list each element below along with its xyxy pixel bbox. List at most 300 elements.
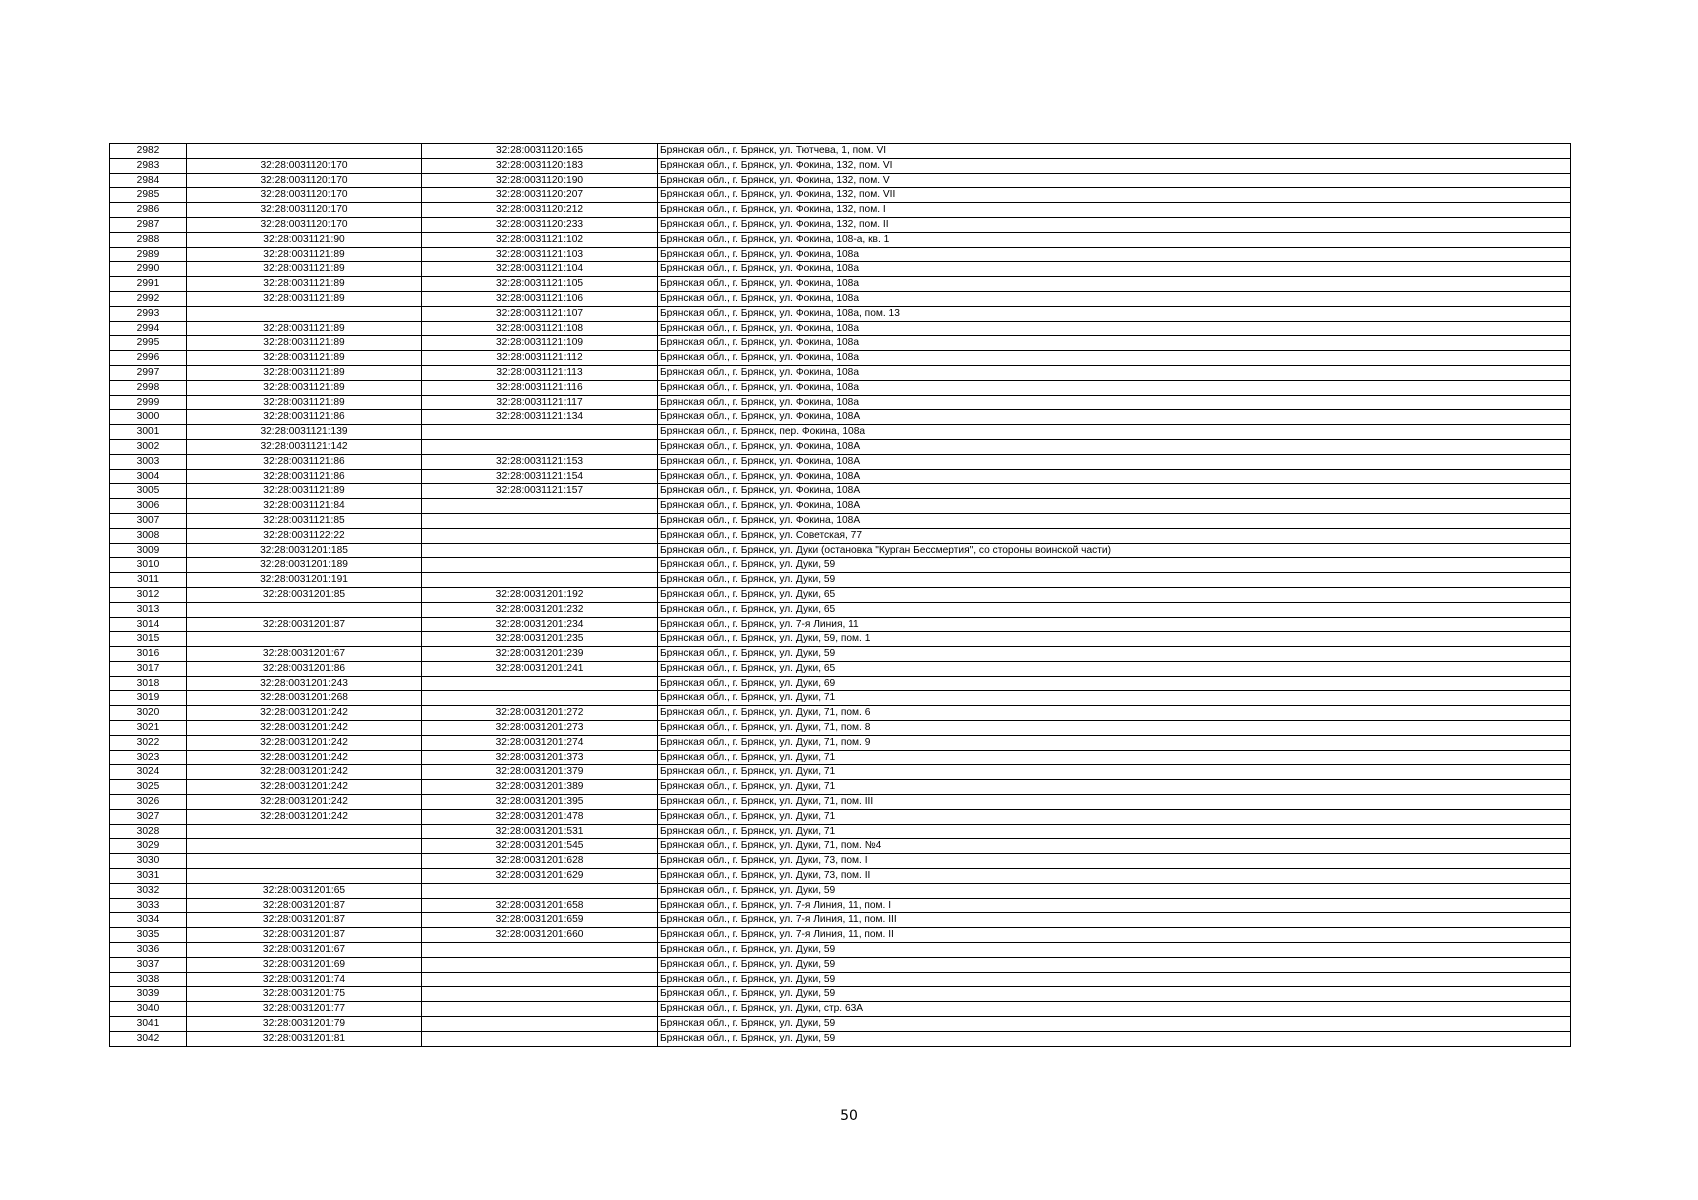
address-cell: Брянская обл., г. Брянск, ул. Фокина, 108а <box>658 321 1571 336</box>
cadastral-number-cell: 32:28:0031201:235 <box>422 632 658 647</box>
row-number-cell: 3037 <box>110 957 187 972</box>
cadastral-number-cell <box>422 528 658 543</box>
parent-cadastral-number-cell: 32:28:0031121:89 <box>187 365 422 380</box>
parent-cadastral-number-cell <box>187 602 422 617</box>
address-cell: Брянская обл., г. Брянск, ул. Фокина, 108а <box>658 395 1571 410</box>
table-row <box>110 587 1571 602</box>
cadastral-number-cell: 32:28:0031121:134 <box>422 410 658 425</box>
cadastral-number-cell <box>422 883 658 898</box>
cadastral-number-cell: 32:28:0031121:109 <box>422 336 658 351</box>
address-cell: Брянская обл., г. Брянск, ул. Дуки, 71 <box>658 750 1571 765</box>
cadastral-number-cell: 32:28:0031120:212 <box>422 203 658 218</box>
address-cell: Брянская обл., г. Брянск, ул. Дуки, 65 <box>658 587 1571 602</box>
parent-cadastral-number-cell: 32:28:0031201:86 <box>187 661 422 676</box>
row-number-cell: 2991 <box>110 277 187 292</box>
cadastral-number-cell: 32:28:0031121:154 <box>422 469 658 484</box>
address-cell: Брянская обл., г. Брянск, ул. Фокина, 108А <box>658 439 1571 454</box>
cadastral-number-cell: 32:28:0031201:658 <box>422 898 658 913</box>
address-cell: Брянская обл., г. Брянск, ул. Тютчева, 1, пом. VI <box>658 144 1571 159</box>
parent-cadastral-number-cell: 32:28:0031121:85 <box>187 513 422 528</box>
cadastral-number-cell <box>422 513 658 528</box>
table-row <box>110 203 1571 218</box>
table-row <box>110 247 1571 262</box>
row-number-cell: 2990 <box>110 262 187 277</box>
row-number-cell: 3001 <box>110 425 187 440</box>
address-cell: Брянская обл., г. Брянск, ул. Дуки, стр. 63А <box>658 1002 1571 1017</box>
cadastral-number-cell <box>422 499 658 514</box>
parent-cadastral-number-cell: 32:28:0031201:65 <box>187 883 422 898</box>
row-number-cell: 3013 <box>110 602 187 617</box>
address-cell: Брянская обл., г. Брянск, ул. Дуки, 71 <box>658 824 1571 839</box>
row-number-cell: 3019 <box>110 691 187 706</box>
cadastral-number-cell: 32:28:0031201:478 <box>422 809 658 824</box>
row-number-cell: 2993 <box>110 306 187 321</box>
table-row <box>110 380 1571 395</box>
address-cell: Брянская обл., г. Брянск, ул. Дуки, 59 <box>658 972 1571 987</box>
cadastral-number-cell: 32:28:0031121:117 <box>422 395 658 410</box>
table-row <box>110 188 1571 203</box>
address-cell: Брянская обл., г. Брянск, ул. Дуки, 71, пом. III <box>658 795 1571 810</box>
row-number-cell: 2982 <box>110 144 187 159</box>
table-row <box>110 1017 1571 1032</box>
cadastral-number-cell: 32:28:0031121:107 <box>422 306 658 321</box>
address-cell: Брянская обл., г. Брянск, ул. Дуки, 71 <box>658 809 1571 824</box>
row-number-cell: 3005 <box>110 484 187 499</box>
address-cell: Брянская обл., г. Брянск, ул. Дуки, 59 <box>658 558 1571 573</box>
row-number-cell: 3029 <box>110 839 187 854</box>
address-cell: Брянская обл., г. Брянск, ул. Фокина, 132, пом. I <box>658 203 1571 218</box>
parent-cadastral-number-cell: 32:28:0031201:243 <box>187 676 422 691</box>
parent-cadastral-number-cell: 32:28:0031121:89 <box>187 380 422 395</box>
parent-cadastral-number-cell: 32:28:0031201:185 <box>187 543 422 558</box>
address-cell: Брянская обл., г. Брянск, ул. Дуки, 71, пом. 9 <box>658 735 1571 750</box>
row-number-cell: 3008 <box>110 528 187 543</box>
table-row <box>110 750 1571 765</box>
table-row <box>110 365 1571 380</box>
cadastral-number-cell <box>422 558 658 573</box>
address-cell: Брянская обл., г. Брянск, ул. Дуки, 59 <box>658 883 1571 898</box>
table-row <box>110 854 1571 869</box>
cadastral-number-cell: 32:28:0031120:183 <box>422 158 658 173</box>
table-row <box>110 928 1571 943</box>
cadastral-number-cell: 32:28:0031201:272 <box>422 706 658 721</box>
row-number-cell: 3020 <box>110 706 187 721</box>
parent-cadastral-number-cell: 32:28:0031121:89 <box>187 321 422 336</box>
address-cell: Брянская обл., г. Брянск, ул. Фокина, 108А <box>658 484 1571 499</box>
table-row <box>110 351 1571 366</box>
address-cell: Брянская обл., г. Брянск, ул. Дуки, 59 <box>658 573 1571 588</box>
row-number-cell: 3004 <box>110 469 187 484</box>
cadastral-number-cell: 32:28:0031121:102 <box>422 232 658 247</box>
row-number-cell: 3018 <box>110 676 187 691</box>
parent-cadastral-number-cell: 32:28:0031201:79 <box>187 1017 422 1032</box>
parent-cadastral-number-cell: 32:28:0031201:242 <box>187 795 422 810</box>
address-cell: Брянская обл., г. Брянск, ул. Дуки, 69 <box>658 676 1571 691</box>
cadastral-number-cell: 32:28:0031201:659 <box>422 913 658 928</box>
address-cell: Брянская обл., г. Брянск, ул. Фокина, 108А <box>658 499 1571 514</box>
table-row <box>110 706 1571 721</box>
row-number-cell: 2997 <box>110 365 187 380</box>
parent-cadastral-number-cell: 32:28:0031201:77 <box>187 1002 422 1017</box>
parent-cadastral-number-cell: 32:28:0031201:74 <box>187 972 422 987</box>
table-row <box>110 395 1571 410</box>
row-number-cell: 3040 <box>110 1002 187 1017</box>
cadastral-number-cell: 32:28:0031120:190 <box>422 173 658 188</box>
row-number-cell: 3042 <box>110 1031 187 1046</box>
address-cell: Брянская обл., г. Брянск, ул. Фокина, 108а <box>658 262 1571 277</box>
parent-cadastral-number-cell: 32:28:0031201:242 <box>187 765 422 780</box>
cadastral-number-cell: 32:28:0031201:373 <box>422 750 658 765</box>
address-cell: Брянская обл., г. Брянск, ул. Фокина, 108а <box>658 277 1571 292</box>
cadastral-number-cell: 32:28:0031121:113 <box>422 365 658 380</box>
parent-cadastral-number-cell <box>187 839 422 854</box>
cadastral-number-cell: 32:28:0031121:116 <box>422 380 658 395</box>
parent-cadastral-number-cell: 32:28:0031120:170 <box>187 217 422 232</box>
parent-cadastral-number-cell: 32:28:0031201:85 <box>187 587 422 602</box>
address-cell: Брянская обл., г. Брянск, ул. Дуки, 71 <box>658 691 1571 706</box>
row-number-cell: 2992 <box>110 291 187 306</box>
parent-cadastral-number-cell: 32:28:0031121:89 <box>187 291 422 306</box>
page-number: 50 <box>840 1108 858 1124</box>
address-cell: Брянская обл., г. Брянск, ул. Фокина, 108А <box>658 410 1571 425</box>
table-row <box>110 913 1571 928</box>
row-number-cell: 3031 <box>110 869 187 884</box>
parent-cadastral-number-cell: 32:28:0031121:142 <box>187 439 422 454</box>
parent-cadastral-number-cell <box>187 306 422 321</box>
address-cell: Брянская обл., г. Брянск, ул. Фокина, 108а <box>658 291 1571 306</box>
row-number-cell: 3000 <box>110 410 187 425</box>
parent-cadastral-number-cell: 32:28:0031201:242 <box>187 780 422 795</box>
row-number-cell: 2999 <box>110 395 187 410</box>
address-cell: Брянская обл., г. Брянск, ул. 7-я Линия, 11, пом. II <box>658 928 1571 943</box>
row-number-cell: 2998 <box>110 380 187 395</box>
cadastral-number-cell: 32:28:0031201:234 <box>422 617 658 632</box>
parent-cadastral-number-cell: 32:28:0031120:170 <box>187 188 422 203</box>
row-number-cell: 3027 <box>110 809 187 824</box>
table-row <box>110 661 1571 676</box>
cadastral-number-cell: 32:28:0031120:233 <box>422 217 658 232</box>
parent-cadastral-number-cell <box>187 632 422 647</box>
cadastral-number-cell <box>422 543 658 558</box>
cadastral-number-cell <box>422 691 658 706</box>
table-row <box>110 454 1571 469</box>
address-cell: Брянская обл., г. Брянск, ул. Фокина, 108а, пом. 13 <box>658 306 1571 321</box>
table-row <box>110 676 1571 691</box>
table-row <box>110 721 1571 736</box>
address-cell: Брянская обл., г. Брянск, ул. 7-я Линия, 11, пом. I <box>658 898 1571 913</box>
address-cell: Брянская обл., г. Брянск, ул. Дуки, 59 <box>658 987 1571 1002</box>
address-cell: Брянская обл., г. Брянск, ул. Фокина, 108а <box>658 336 1571 351</box>
table-row <box>110 262 1571 277</box>
address-cell: Брянская обл., г. Брянск, ул. Советская, 77 <box>658 528 1571 543</box>
cadastral-number-cell: 32:28:0031121:153 <box>422 454 658 469</box>
cadastral-number-cell <box>422 573 658 588</box>
cadastral-number-cell: 32:28:0031121:103 <box>422 247 658 262</box>
row-number-cell: 3022 <box>110 735 187 750</box>
row-number-cell: 3038 <box>110 972 187 987</box>
row-number-cell: 3003 <box>110 454 187 469</box>
parent-cadastral-number-cell: 32:28:0031201:242 <box>187 721 422 736</box>
cadastral-number-cell: 32:28:0031201:379 <box>422 765 658 780</box>
parent-cadastral-number-cell: 32:28:0031201:242 <box>187 809 422 824</box>
cadastral-number-cell: 32:28:0031120:165 <box>422 144 658 159</box>
row-number-cell: 3002 <box>110 439 187 454</box>
parent-cadastral-number-cell: 32:28:0031121:89 <box>187 247 422 262</box>
address-cell: Брянская обл., г. Брянск, ул. Дуки, 71, пом. №4 <box>658 839 1571 854</box>
address-cell: Брянская обл., г. Брянск, ул. Дуки, 65 <box>658 602 1571 617</box>
cadastral-number-cell: 32:28:0031201:629 <box>422 869 658 884</box>
address-cell: Брянская обл., г. Брянск, ул. Фокина, 132, пом. VI <box>658 158 1571 173</box>
row-number-cell: 3016 <box>110 647 187 662</box>
row-number-cell: 3023 <box>110 750 187 765</box>
parent-cadastral-number-cell <box>187 824 422 839</box>
table-row <box>110 795 1571 810</box>
row-number-cell: 3012 <box>110 587 187 602</box>
row-number-cell: 3007 <box>110 513 187 528</box>
row-number-cell: 2989 <box>110 247 187 262</box>
parent-cadastral-number-cell: 32:28:0031121:90 <box>187 232 422 247</box>
table-row <box>110 543 1571 558</box>
parent-cadastral-number-cell: 32:28:0031201:189 <box>187 558 422 573</box>
address-cell: Брянская обл., г. Брянск, ул. Дуки, 59 <box>658 647 1571 662</box>
parent-cadastral-number-cell: 32:28:0031121:89 <box>187 351 422 366</box>
parent-cadastral-number-cell: 32:28:0031201:81 <box>187 1031 422 1046</box>
row-number-cell: 3015 <box>110 632 187 647</box>
table-row <box>110 780 1571 795</box>
address-cell: Брянская обл., г. Брянск, ул. 7-я Линия, 11 <box>658 617 1571 632</box>
address-cell: Брянская обл., г. Брянск, ул. Фокина, 108А <box>658 454 1571 469</box>
row-number-cell: 3025 <box>110 780 187 795</box>
row-number-cell: 3011 <box>110 573 187 588</box>
parent-cadastral-number-cell: 32:28:0031121:139 <box>187 425 422 440</box>
parent-cadastral-number-cell: 32:28:0031201:87 <box>187 913 422 928</box>
table-row <box>110 410 1571 425</box>
address-cell: Брянская обл., г. Брянск, ул. Дуки, 59 <box>658 1017 1571 1032</box>
cadastral-number-cell: 32:28:0031121:157 <box>422 484 658 499</box>
cadastral-number-cell <box>422 439 658 454</box>
cadastral-number-cell: 32:28:0031201:545 <box>422 839 658 854</box>
address-cell: Брянская обл., г. Брянск, ул. Дуки, 65 <box>658 661 1571 676</box>
parent-cadastral-number-cell: 32:28:0031201:69 <box>187 957 422 972</box>
address-cell: Брянская обл., г. Брянск, ул. Дуки, 59 <box>658 943 1571 958</box>
address-cell: Брянская обл., г. Брянск, ул. Дуки, 59 <box>658 957 1571 972</box>
cadastral-number-cell: 32:28:0031121:112 <box>422 351 658 366</box>
table-row <box>110 321 1571 336</box>
row-number-cell: 3039 <box>110 987 187 1002</box>
parent-cadastral-number-cell: 32:28:0031120:170 <box>187 173 422 188</box>
address-cell: Брянская обл., г. Брянск, ул. Фокина, 108а <box>658 351 1571 366</box>
table-row <box>110 1002 1571 1017</box>
address-cell: Брянская обл., г. Брянск, ул. Фокина, 108-а, кв. 1 <box>658 232 1571 247</box>
cadastral-number-cell <box>422 943 658 958</box>
table-row <box>110 306 1571 321</box>
row-number-cell: 2986 <box>110 203 187 218</box>
cadastral-number-cell: 32:28:0031121:104 <box>422 262 658 277</box>
address-cell: Брянская обл., г. Брянск, ул. Фокина, 108А <box>658 513 1571 528</box>
row-number-cell: 2983 <box>110 158 187 173</box>
row-number-cell: 3017 <box>110 661 187 676</box>
row-number-cell: 3028 <box>110 824 187 839</box>
cadastral-number-cell <box>422 1031 658 1046</box>
table-row <box>110 439 1571 454</box>
table-row <box>110 943 1571 958</box>
parent-cadastral-number-cell: 32:28:0031121:89 <box>187 262 422 277</box>
cadastral-number-cell: 32:28:0031201:660 <box>422 928 658 943</box>
cadastral-number-cell <box>422 987 658 1002</box>
parent-cadastral-number-cell <box>187 869 422 884</box>
row-number-cell: 2985 <box>110 188 187 203</box>
parent-cadastral-number-cell: 32:28:0031201:87 <box>187 928 422 943</box>
table-row <box>110 528 1571 543</box>
parent-cadastral-number-cell: 32:28:0031201:191 <box>187 573 422 588</box>
parent-cadastral-number-cell: 32:28:0031121:84 <box>187 499 422 514</box>
table-row <box>110 484 1571 499</box>
address-cell: Брянская обл., г. Брянск, ул. Дуки, 73, пом. II <box>658 869 1571 884</box>
cadastral-number-cell: 32:28:0031201:192 <box>422 587 658 602</box>
parent-cadastral-number-cell: 32:28:0031201:242 <box>187 750 422 765</box>
address-cell: Брянская обл., г. Брянск, ул. 7-я Линия, 11, пом. III <box>658 913 1571 928</box>
row-number-cell: 3041 <box>110 1017 187 1032</box>
cadastral-number-cell: 32:28:0031201:628 <box>422 854 658 869</box>
cadastral-number-cell: 32:28:0031201:395 <box>422 795 658 810</box>
row-number-cell: 2996 <box>110 351 187 366</box>
cadastral-number-cell: 32:28:0031201:239 <box>422 647 658 662</box>
parent-cadastral-number-cell: 32:28:0031201:67 <box>187 647 422 662</box>
address-cell: Брянская обл., г. Брянск, ул. Дуки, 71 <box>658 780 1571 795</box>
table-row <box>110 617 1571 632</box>
table-row <box>110 839 1571 854</box>
table-row <box>110 898 1571 913</box>
address-cell: Брянская обл., г. Брянск, ул. Дуки, 59 <box>658 1031 1571 1046</box>
parent-cadastral-number-cell: 32:28:0031121:86 <box>187 410 422 425</box>
row-number-cell: 3033 <box>110 898 187 913</box>
row-number-cell: 3010 <box>110 558 187 573</box>
table-row <box>110 691 1571 706</box>
cadastral-number-cell: 32:28:0031201:273 <box>422 721 658 736</box>
table-row <box>110 425 1571 440</box>
table-row <box>110 232 1571 247</box>
row-number-cell: 2987 <box>110 217 187 232</box>
cadastral-number-cell <box>422 676 658 691</box>
table-row <box>110 277 1571 292</box>
table-row <box>110 883 1571 898</box>
table-row <box>110 987 1571 1002</box>
table-row <box>110 469 1571 484</box>
table-row <box>110 647 1571 662</box>
parent-cadastral-number-cell: 32:28:0031201:268 <box>187 691 422 706</box>
table-row <box>110 158 1571 173</box>
parent-cadastral-number-cell: 32:28:0031120:170 <box>187 158 422 173</box>
address-cell: Брянская обл., г. Брянск, пер. Фокина, 108а <box>658 425 1571 440</box>
row-number-cell: 3026 <box>110 795 187 810</box>
table-row <box>110 869 1571 884</box>
address-cell: Брянская обл., г. Брянск, ул. Фокина, 108а <box>658 365 1571 380</box>
table-row <box>110 602 1571 617</box>
row-number-cell: 3014 <box>110 617 187 632</box>
parent-cadastral-number-cell: 32:28:0031121:89 <box>187 484 422 499</box>
table-row <box>110 765 1571 780</box>
table-row <box>110 632 1571 647</box>
parent-cadastral-number-cell: 32:28:0031201:87 <box>187 898 422 913</box>
cadastral-number-cell: 32:28:0031201:389 <box>422 780 658 795</box>
parent-cadastral-number-cell <box>187 854 422 869</box>
cadastral-number-cell: 32:28:0031201:274 <box>422 735 658 750</box>
parent-cadastral-number-cell: 32:28:0031121:86 <box>187 454 422 469</box>
row-number-cell: 3035 <box>110 928 187 943</box>
cadastral-number-cell <box>422 957 658 972</box>
parent-cadastral-number-cell: 32:28:0031201:67 <box>187 943 422 958</box>
table-row <box>110 499 1571 514</box>
parent-cadastral-number-cell <box>187 144 422 159</box>
table-row <box>110 144 1571 159</box>
table-row <box>110 1031 1571 1046</box>
row-number-cell: 3032 <box>110 883 187 898</box>
row-number-cell: 3024 <box>110 765 187 780</box>
row-number-cell: 2988 <box>110 232 187 247</box>
parent-cadastral-number-cell: 32:28:0031120:170 <box>187 203 422 218</box>
address-cell: Брянская обл., г. Брянск, ул. Фокина, 108а <box>658 380 1571 395</box>
parent-cadastral-number-cell: 32:28:0031122:22 <box>187 528 422 543</box>
parent-cadastral-number-cell: 32:28:0031201:242 <box>187 735 422 750</box>
row-number-cell: 3021 <box>110 721 187 736</box>
cadastral-number-cell: 32:28:0031201:232 <box>422 602 658 617</box>
parent-cadastral-number-cell: 32:28:0031121:89 <box>187 395 422 410</box>
row-number-cell: 3006 <box>110 499 187 514</box>
address-cell: Брянская обл., г. Брянск, ул. Дуки, 73, пом. I <box>658 854 1571 869</box>
address-cell: Брянская обл., г. Брянск, ул. Фокина, 132, пом. II <box>658 217 1571 232</box>
address-cell: Брянская обл., г. Брянск, ул. Фокина, 132, пом. VII <box>658 188 1571 203</box>
cadastral-number-cell <box>422 425 658 440</box>
address-cell: Брянская обл., г. Брянск, ул. Дуки, 59, пом. 1 <box>658 632 1571 647</box>
property-registry-table <box>109 143 1571 1047</box>
row-number-cell: 3034 <box>110 913 187 928</box>
parent-cadastral-number-cell: 32:28:0031121:89 <box>187 277 422 292</box>
cadastral-number-cell <box>422 1002 658 1017</box>
table-row <box>110 957 1571 972</box>
table-row <box>110 809 1571 824</box>
address-cell: Брянская обл., г. Брянск, ул. Дуки, 71 <box>658 765 1571 780</box>
table-row <box>110 513 1571 528</box>
cadastral-number-cell: 32:28:0031201:241 <box>422 661 658 676</box>
cadastral-number-cell: 32:28:0031121:108 <box>422 321 658 336</box>
row-number-cell: 3009 <box>110 543 187 558</box>
address-cell: Брянская обл., г. Брянск, ул. Фокина, 132, пом. V <box>658 173 1571 188</box>
table-row <box>110 573 1571 588</box>
cadastral-number-cell <box>422 972 658 987</box>
table-row <box>110 173 1571 188</box>
address-cell: Брянская обл., г. Брянск, ул. Фокина, 108А <box>658 469 1571 484</box>
table-row <box>110 824 1571 839</box>
cadastral-number-cell <box>422 1017 658 1032</box>
row-number-cell: 2994 <box>110 321 187 336</box>
parent-cadastral-number-cell: 32:28:0031121:89 <box>187 336 422 351</box>
address-cell: Брянская обл., г. Брянск, ул. Фокина, 108а <box>658 247 1571 262</box>
parent-cadastral-number-cell: 32:28:0031201:242 <box>187 706 422 721</box>
registry-table-body <box>110 144 1571 1047</box>
address-cell: Брянская обл., г. Брянск, ул. Дуки (остановка "Курган Бессмертия", со стороны воинской части) <box>658 543 1571 558</box>
table-row <box>110 336 1571 351</box>
cadastral-number-cell: 32:28:0031201:531 <box>422 824 658 839</box>
table-row <box>110 217 1571 232</box>
cadastral-number-cell: 32:28:0031121:106 <box>422 291 658 306</box>
row-number-cell: 2995 <box>110 336 187 351</box>
row-number-cell: 3030 <box>110 854 187 869</box>
cadastral-number-cell: 32:28:0031120:207 <box>422 188 658 203</box>
cadastral-number-cell: 32:28:0031121:105 <box>422 277 658 292</box>
parent-cadastral-number-cell: 32:28:0031201:87 <box>187 617 422 632</box>
row-number-cell: 3036 <box>110 943 187 958</box>
address-cell: Брянская обл., г. Брянск, ул. Дуки, 71, пом. 8 <box>658 721 1571 736</box>
